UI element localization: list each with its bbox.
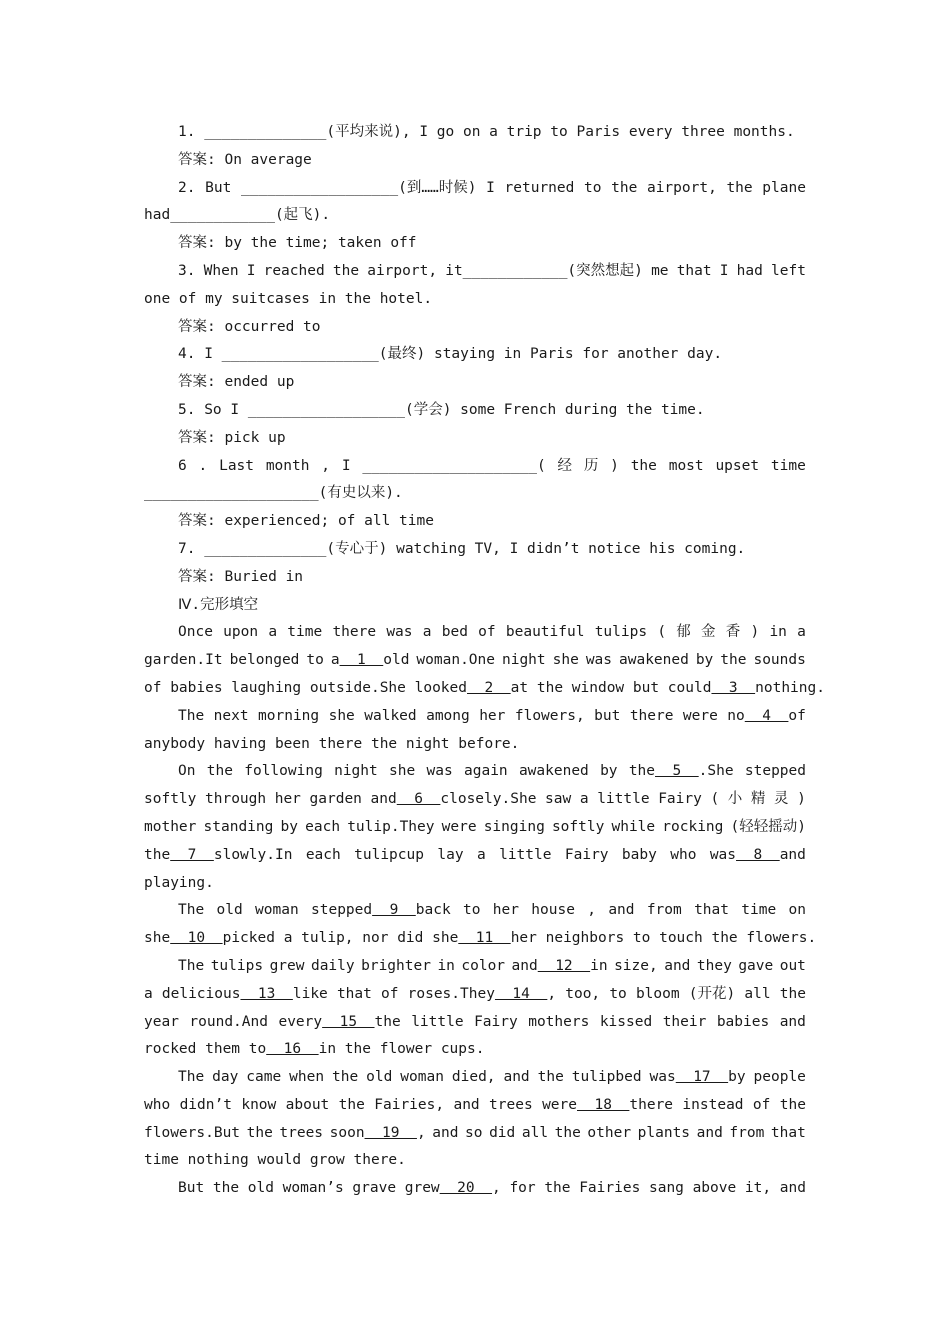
word: woman.One bbox=[416, 652, 495, 669]
text-line: rocked them to 16 in the flower cups. bbox=[144, 1041, 485, 1058]
text-line: anybody having been there the night before. bbox=[144, 735, 520, 752]
word: old bbox=[366, 1069, 393, 1086]
word: trees bbox=[279, 1124, 324, 1141]
text-line: of babies laughing outside.She looked 2 at the window but could 3 nothing. bbox=[144, 679, 825, 696]
cloze-blank: 18 bbox=[577, 1096, 630, 1113]
word: the bbox=[332, 1069, 359, 1086]
word: the bbox=[206, 763, 233, 780]
word: again bbox=[464, 763, 508, 780]
text-line bbox=[144, 619, 806, 647]
cloze-blank: 20 bbox=[439, 1180, 493, 1197]
word: the bbox=[779, 985, 806, 1002]
word: she bbox=[389, 763, 416, 780]
word: above bbox=[692, 1180, 737, 1197]
text-line bbox=[144, 953, 806, 981]
word: little bbox=[499, 846, 552, 863]
word: a 1 old bbox=[330, 652, 410, 669]
cloze-blank: 15 bbox=[322, 1013, 375, 1030]
word: who bbox=[670, 846, 697, 863]
word: brighter bbox=[361, 957, 431, 974]
word: who bbox=[144, 1096, 171, 1113]
word: . bbox=[198, 457, 208, 474]
cloze-blank: 9 bbox=[372, 902, 416, 919]
word: I bbox=[719, 262, 729, 279]
word: on bbox=[788, 902, 806, 919]
text-line bbox=[144, 1175, 806, 1203]
word: Fairy bbox=[658, 791, 702, 808]
word: the bbox=[212, 1180, 240, 1197]
word: did bbox=[489, 1124, 516, 1141]
word: among bbox=[426, 707, 470, 724]
word: The bbox=[178, 1069, 205, 1086]
text-line bbox=[144, 981, 806, 1009]
word: died, bbox=[451, 1069, 496, 1086]
text-line: Ⅳ.完形填空 bbox=[178, 596, 259, 613]
word: the bbox=[630, 457, 657, 474]
text-line bbox=[144, 258, 806, 286]
word: flowers, bbox=[514, 707, 585, 724]
word: instead bbox=[682, 1096, 744, 1113]
word: woman bbox=[400, 1069, 444, 1086]
word: the bbox=[720, 652, 747, 669]
word: from bbox=[729, 1124, 765, 1141]
word: gave bbox=[738, 957, 774, 974]
word: returned bbox=[504, 179, 575, 196]
text-line: time nothing would grow there. bbox=[144, 1152, 406, 1169]
word: left bbox=[771, 262, 806, 279]
word: it, bbox=[744, 1180, 772, 1197]
word: upon bbox=[223, 624, 259, 641]
word: by bbox=[695, 652, 714, 669]
text-line: 7. ______________(专心于) watching TV, I didn’t notice his coming. bbox=[178, 540, 746, 557]
text-line: had____________(起飞). bbox=[144, 207, 331, 224]
word: Fairy bbox=[564, 846, 609, 863]
word: month bbox=[265, 457, 310, 474]
word: and bbox=[779, 1013, 806, 1030]
word: too, bbox=[565, 985, 601, 1002]
word: The bbox=[178, 957, 205, 974]
word: 金 bbox=[701, 624, 716, 641]
word: tulips bbox=[594, 624, 648, 641]
word: house bbox=[531, 902, 575, 919]
word: the bbox=[544, 1180, 571, 1197]
word: of bbox=[478, 624, 496, 641]
word: trees bbox=[489, 1096, 533, 1113]
word: ( bbox=[710, 791, 720, 808]
cloze-blank: 17 bbox=[675, 1069, 729, 1086]
word: year bbox=[144, 1013, 179, 1030]
text-line bbox=[144, 1009, 806, 1037]
text-line bbox=[144, 897, 806, 925]
word: beautiful bbox=[505, 624, 585, 641]
text-line bbox=[144, 647, 806, 675]
word: kissed bbox=[599, 1013, 653, 1030]
word: awakened bbox=[619, 652, 689, 669]
word: and bbox=[664, 957, 691, 974]
word: sang bbox=[648, 1180, 684, 1197]
word: the bbox=[332, 262, 360, 279]
word: so bbox=[465, 1124, 483, 1141]
word: little bbox=[597, 791, 650, 808]
word: a bbox=[579, 791, 589, 808]
word: me bbox=[651, 262, 669, 279]
cloze-blank: 7 bbox=[170, 846, 214, 863]
word: by bbox=[600, 763, 618, 780]
word: grave bbox=[352, 1180, 397, 1197]
cloze-blank: 1 bbox=[339, 652, 384, 669]
word: there bbox=[629, 707, 674, 724]
word: time bbox=[287, 624, 323, 641]
word: sounds bbox=[753, 652, 806, 669]
word: lay bbox=[437, 846, 464, 863]
word: to bbox=[584, 179, 602, 196]
word: there bbox=[332, 624, 377, 641]
word: were bbox=[441, 818, 477, 835]
text-line: 答案: experienced; of all time bbox=[178, 513, 434, 530]
word: were bbox=[682, 707, 718, 724]
word: she bbox=[328, 707, 355, 724]
word: airport, bbox=[646, 179, 717, 196]
word: woman’s bbox=[282, 1180, 344, 1197]
word: roses.They 14 , bbox=[407, 985, 557, 1002]
word: 小 bbox=[727, 791, 743, 808]
word: but bbox=[594, 707, 621, 724]
word: that bbox=[694, 902, 729, 919]
word: 3. bbox=[178, 262, 196, 279]
word: mother bbox=[144, 818, 197, 835]
word: other bbox=[587, 1124, 632, 1141]
word: 2. bbox=[178, 179, 196, 196]
text-line bbox=[144, 758, 806, 786]
word: (开花) bbox=[688, 985, 736, 1002]
word: stepped 9 back bbox=[311, 902, 451, 919]
cloze-blank: 2 bbox=[467, 679, 511, 696]
word: was 17 by bbox=[649, 1069, 746, 1086]
word: size, bbox=[614, 957, 658, 974]
word: the 7 slowly.In bbox=[144, 846, 293, 863]
word: rocking bbox=[662, 818, 724, 835]
word: know bbox=[241, 1096, 277, 1113]
word: Fairies, bbox=[374, 1096, 445, 1113]
text-line: 答案: pick up bbox=[178, 429, 286, 446]
word: delicious 13 like bbox=[161, 985, 328, 1002]
word: bed bbox=[441, 624, 468, 641]
text-line: playing. bbox=[144, 874, 214, 891]
word: for bbox=[509, 1180, 536, 1197]
text-line bbox=[144, 814, 806, 842]
word: baby bbox=[621, 846, 657, 863]
cloze-blank: 4 bbox=[744, 707, 789, 724]
word: softly bbox=[144, 791, 197, 808]
word: people bbox=[753, 1069, 806, 1086]
word: 6 bbox=[178, 457, 187, 474]
word: in bbox=[769, 624, 787, 641]
word: round.And bbox=[189, 1013, 268, 1030]
word: of bbox=[752, 1096, 771, 1113]
cloze-blank: 8 bbox=[736, 846, 780, 863]
cloze-blank: 3 bbox=[711, 679, 756, 696]
word: her bbox=[479, 707, 506, 724]
text-line: 4. I __________________(最终) staying in Paris for another day. bbox=[178, 346, 723, 363]
cloze-blank: 5 bbox=[655, 763, 699, 780]
word: the bbox=[537, 1069, 564, 1086]
word: But bbox=[205, 179, 232, 196]
word: I bbox=[341, 457, 351, 474]
word: reached bbox=[263, 262, 325, 279]
text-line: one of my suitcases in the hotel. bbox=[144, 290, 433, 307]
word: upset bbox=[715, 457, 760, 474]
word: little bbox=[411, 1013, 464, 1030]
word: babies bbox=[716, 1013, 770, 1030]
word: they bbox=[696, 957, 732, 974]
word: out bbox=[779, 957, 806, 974]
word: a bbox=[797, 624, 806, 641]
word: tulip.They bbox=[347, 818, 435, 835]
text-line: she 10 picked a tulip, nor did she 11 her neighbors to touch the flowers. bbox=[144, 930, 817, 947]
text-line: 答案: occurred to bbox=[178, 318, 321, 335]
cloze-blank: 16 bbox=[266, 1041, 319, 1058]
word: and 6 closely.She bbox=[370, 791, 537, 808]
word: by bbox=[280, 818, 298, 835]
exercise-text bbox=[144, 119, 825, 1203]
word: when bbox=[289, 1069, 325, 1086]
text-line bbox=[144, 786, 806, 814]
word: airport, bbox=[367, 262, 438, 279]
word: color bbox=[461, 957, 506, 974]
word: through bbox=[205, 791, 267, 808]
text-line bbox=[144, 1064, 806, 1092]
word: grew 20 , bbox=[404, 1180, 501, 1197]
word: each bbox=[305, 846, 341, 863]
word: was bbox=[585, 652, 613, 669]
text-line bbox=[144, 703, 806, 731]
word: the bbox=[779, 1096, 806, 1113]
word: each bbox=[305, 818, 341, 835]
word: Once bbox=[178, 624, 213, 641]
text-line: 答案: ended up bbox=[178, 374, 295, 391]
word: and bbox=[696, 1124, 723, 1141]
word: she bbox=[552, 652, 579, 669]
word: Last bbox=[219, 457, 255, 474]
word: all bbox=[521, 1124, 549, 1141]
word: was bbox=[386, 624, 413, 641]
text-line bbox=[144, 842, 806, 870]
word: __________________(到……时候) bbox=[240, 179, 477, 196]
text-line: 5. So I __________________(学会) some French during the time. bbox=[178, 401, 705, 418]
word: 郁 bbox=[676, 624, 691, 641]
word: didn’t bbox=[179, 1096, 232, 1113]
word: following bbox=[244, 763, 323, 780]
text-line: ____________________(有史以来). bbox=[144, 485, 403, 502]
word: standing bbox=[203, 818, 274, 835]
word: while bbox=[611, 818, 656, 835]
word: When bbox=[203, 262, 239, 279]
word: woman bbox=[255, 902, 299, 919]
word: her bbox=[274, 791, 301, 808]
word: tulipbed bbox=[571, 1069, 642, 1086]
word: stepped bbox=[744, 763, 806, 780]
word: bloom bbox=[635, 985, 680, 1002]
word: I bbox=[486, 179, 495, 196]
word: daily bbox=[310, 957, 355, 974]
word: to bbox=[463, 902, 481, 919]
word: a bbox=[422, 624, 432, 641]
word: and bbox=[779, 1180, 806, 1197]
word: was 8 and bbox=[709, 846, 806, 863]
text-line bbox=[144, 1120, 806, 1148]
text-line bbox=[144, 1092, 806, 1120]
word: , bbox=[321, 457, 331, 474]
word: saw bbox=[545, 791, 572, 808]
word: time bbox=[741, 902, 777, 919]
word: to bbox=[609, 985, 627, 1002]
word: mothers bbox=[528, 1013, 590, 1030]
word: the bbox=[726, 179, 753, 196]
word: old bbox=[247, 1180, 274, 1197]
word: (轻轻摇动) bbox=[730, 818, 806, 835]
word: 精 bbox=[750, 791, 766, 808]
word: plants bbox=[637, 1124, 691, 1141]
word: time bbox=[770, 457, 806, 474]
word: I bbox=[246, 262, 256, 279]
word: the bbox=[554, 1124, 581, 1141]
cloze-blank: 19 bbox=[364, 1124, 417, 1141]
text-line: 答案: On average bbox=[178, 151, 312, 168]
word: a bbox=[144, 985, 153, 1002]
word: 历 bbox=[583, 457, 599, 474]
word: of bbox=[381, 985, 399, 1002]
word: from bbox=[646, 902, 682, 919]
text-line bbox=[144, 175, 806, 203]
word: But bbox=[178, 1180, 205, 1197]
word: every 15 the bbox=[278, 1013, 401, 1030]
word: the bbox=[246, 1124, 273, 1141]
word: that bbox=[676, 262, 712, 279]
word: ) bbox=[610, 457, 619, 474]
word: a bbox=[268, 624, 278, 641]
word: that bbox=[770, 1124, 806, 1141]
word: to bbox=[306, 652, 324, 669]
word: and bbox=[608, 902, 635, 919]
text-line: 答案: by the time; taken off bbox=[178, 235, 417, 252]
word: their bbox=[662, 1013, 707, 1030]
word: 灵 bbox=[774, 791, 789, 808]
word: soon 19 , bbox=[329, 1124, 426, 1141]
word: garden bbox=[309, 791, 362, 808]
word: old bbox=[216, 902, 243, 919]
word: next bbox=[213, 707, 249, 724]
word: singing bbox=[483, 818, 545, 835]
word: all bbox=[744, 985, 771, 1002]
word: ____________________( bbox=[362, 457, 546, 474]
word: and bbox=[503, 1069, 530, 1086]
word: that bbox=[336, 985, 372, 1002]
text-line: 1. ______________(平均来说), I go on a trip to Paris every three months. bbox=[178, 124, 795, 140]
word: belonged bbox=[229, 652, 300, 669]
word: and bbox=[432, 1124, 459, 1141]
word: night bbox=[501, 652, 546, 669]
word: grew bbox=[269, 957, 305, 974]
word: 经 bbox=[557, 457, 573, 474]
word: were 18 there bbox=[542, 1096, 674, 1113]
word: The bbox=[178, 707, 205, 724]
word: her bbox=[492, 902, 519, 919]
word: ( bbox=[657, 624, 667, 641]
text-line bbox=[144, 453, 806, 481]
word: day bbox=[212, 1069, 239, 1086]
word: about bbox=[285, 1096, 330, 1113]
word: the 5 .She bbox=[628, 763, 734, 780]
word: morning bbox=[258, 707, 320, 724]
word: tulipcup bbox=[354, 846, 424, 863]
word: had bbox=[736, 262, 763, 279]
word: ) bbox=[797, 791, 806, 808]
word: 香 bbox=[725, 624, 741, 641]
cloze-blank: 6 bbox=[396, 791, 441, 808]
word: ) bbox=[750, 624, 760, 641]
word: softly bbox=[551, 818, 605, 835]
word: was bbox=[426, 763, 453, 780]
word: and bbox=[453, 1096, 480, 1113]
word: tulips bbox=[210, 957, 264, 974]
word: it____________(突然想起) bbox=[445, 262, 643, 279]
word: Fairies bbox=[579, 1180, 641, 1197]
word: walked bbox=[364, 707, 417, 724]
text-line: 答案: Buried in bbox=[178, 568, 304, 585]
word: the bbox=[611, 179, 638, 196]
cloze-blank: 14 bbox=[494, 985, 548, 1002]
word: most bbox=[668, 457, 704, 474]
cloze-blank: 12 bbox=[537, 957, 591, 974]
word: The bbox=[178, 902, 205, 919]
word: and 12 in bbox=[511, 957, 608, 974]
word: no 4 of bbox=[727, 707, 806, 724]
word: flowers.But bbox=[144, 1124, 241, 1141]
word: a bbox=[476, 846, 486, 863]
word: , bbox=[587, 902, 596, 919]
cloze-blank: 13 bbox=[240, 985, 293, 1002]
word: the bbox=[338, 1096, 365, 1113]
cloze-blank: 10 bbox=[170, 930, 223, 947]
word: in bbox=[437, 957, 455, 974]
word: Fairy bbox=[474, 1013, 518, 1030]
word: garden.It bbox=[144, 652, 223, 669]
word: awakened bbox=[518, 763, 589, 780]
word: came bbox=[246, 1069, 282, 1086]
cloze-blank: 11 bbox=[458, 930, 511, 947]
word: night bbox=[334, 763, 378, 780]
word: plane bbox=[762, 179, 806, 196]
word: On bbox=[178, 763, 196, 780]
